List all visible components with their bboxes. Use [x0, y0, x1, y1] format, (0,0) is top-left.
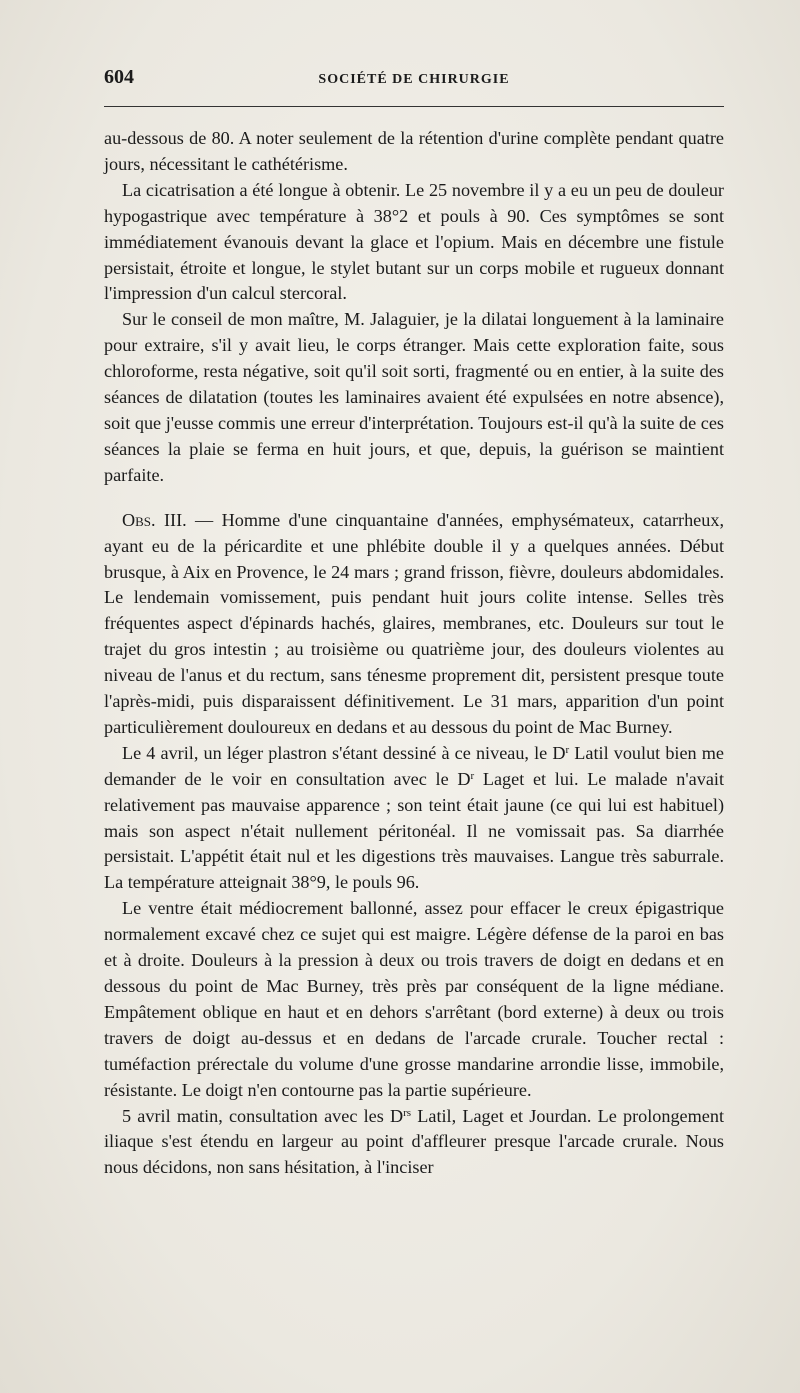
observation-label: Obs. III.	[122, 509, 187, 530]
paragraph: Le 4 avril, un léger plastron s'étant dessiné à ce niveau, le $D^r$ Latil voulut bien me demander de le voir en consultation avec le $D^r$ Laget et lui. Le malade n'avait relativement pas mauvaise apparence ; son teint était jaune (ce qui lui est habituel) mais son aspect n'était nullement péritonéal. Il ne vomissait pas. Sa diarrhée persistait. L'appétit était nul et les digestions très mauvaises. Langue très saburrale. La température atteignait 38°9, le pouls 96.	[104, 742, 724, 893]
running-title: SOCIÉTÉ DE CHIRURGIE	[318, 72, 510, 87]
page-header	[104, 66, 724, 96]
body-text	[104, 126, 724, 1181]
paragraph: Sur le conseil de mon maître, M. Jalaguier, je la dilatai longuement à la laminaire pour extraire, s'il y avait lieu, le corps étranger. Mais cette exploration faite, sous chloroforme, resta négative, soit qu'il soit sorti, fragmenté ou en entier, à la suite des séances de dilatation (toutes les laminaires avaient été expulsées en notre absence), soit que j'eusse commis une erreur d'interprétation. Toujours est-il qu'à la suite de ces séances la plaie se ferma en huit jours, et que, depuis, la guérison se maintient parfaite.	[104, 309, 724, 485]
page-number: 604	[104, 66, 134, 88]
observation-paragraph	[104, 508, 724, 741]
observation-text: — Homme d'une cinquantaine d'années, emphysémateux, catarrheux, ayant eu de la péricardite et une phlébite double il y a quelques années. Début brusque, à Aix en Provence, le 24 mars ; grand frisson, fièvre, douleurs abdomidales. Le lendemain vomissement, puis pendant huit jours colite intense. Selles très fréquentes aspect d'épinards hachés, glaires, membranes, etc. Douleurs sur tout le trajet du gros intestin ; au troisième ou quatrième jour, des douleurs violentes au niveau de l'anus et du rectum, sans ténesme proprement dit, persistent presque toute l'après-midi, puis disparaissent définitivement. Le 31 mars, apparition d'un point particulièrement douloureux en dedans et au dessous du point de Mac Burney.	[104, 509, 724, 737]
header-rule	[104, 106, 724, 107]
paragraph: au-dessous de 80. A noter seulement de la rétention d'urine complète pendant quatre jours, nécessitant le cathétérisme.	[104, 128, 724, 174]
paragraph: 5 avril matin, consultation avec les $D^{rs}$ Latil, Laget et Jourdan. Le prolongement iliaque s'est étendu en largeur au point d'affleurer presque l'arcade crurale. Nous nous décidons, non sans hésitation, à l'inciser	[104, 1105, 724, 1178]
paragraph: La cicatrisation a été longue à obtenir. Le 25 novembre il y a eu un peu de douleur hypogastrique avec température à 38°2 et pouls à 90. Ces symptômes se sont immédiatement évanouis devant la glace et l'opium. Mais en décembre une fistule persistait, étroite et longue, le stylet butant sur un corps mobile et rugueux donnant l'impression d'un calcul stercoral.	[104, 179, 724, 304]
paragraph: Le ventre était médiocrement ballonné, assez pour effacer le creux épigastrique normalement excavé chez ce sujet qui est maigre. Légère défense de la paroi en bas et à droite. Douleurs à la pression à deux ou trois travers de doigt en dedans et en dessous du point de Mac Burney, très près par conséquent de la ligne médiane. Empâtement oblique en haut et en dehors s'arrêtant (bord externe) à deux ou trois travers de doigt au-dessus et en dedans de l'arcade crurale. Toucher rectal : tuméfaction prérectale du volume d'une grosse mandarine arrondie lisse, immobile, résistante. Le doigt n'en contourne pas la partie supérieure.	[104, 898, 724, 1100]
